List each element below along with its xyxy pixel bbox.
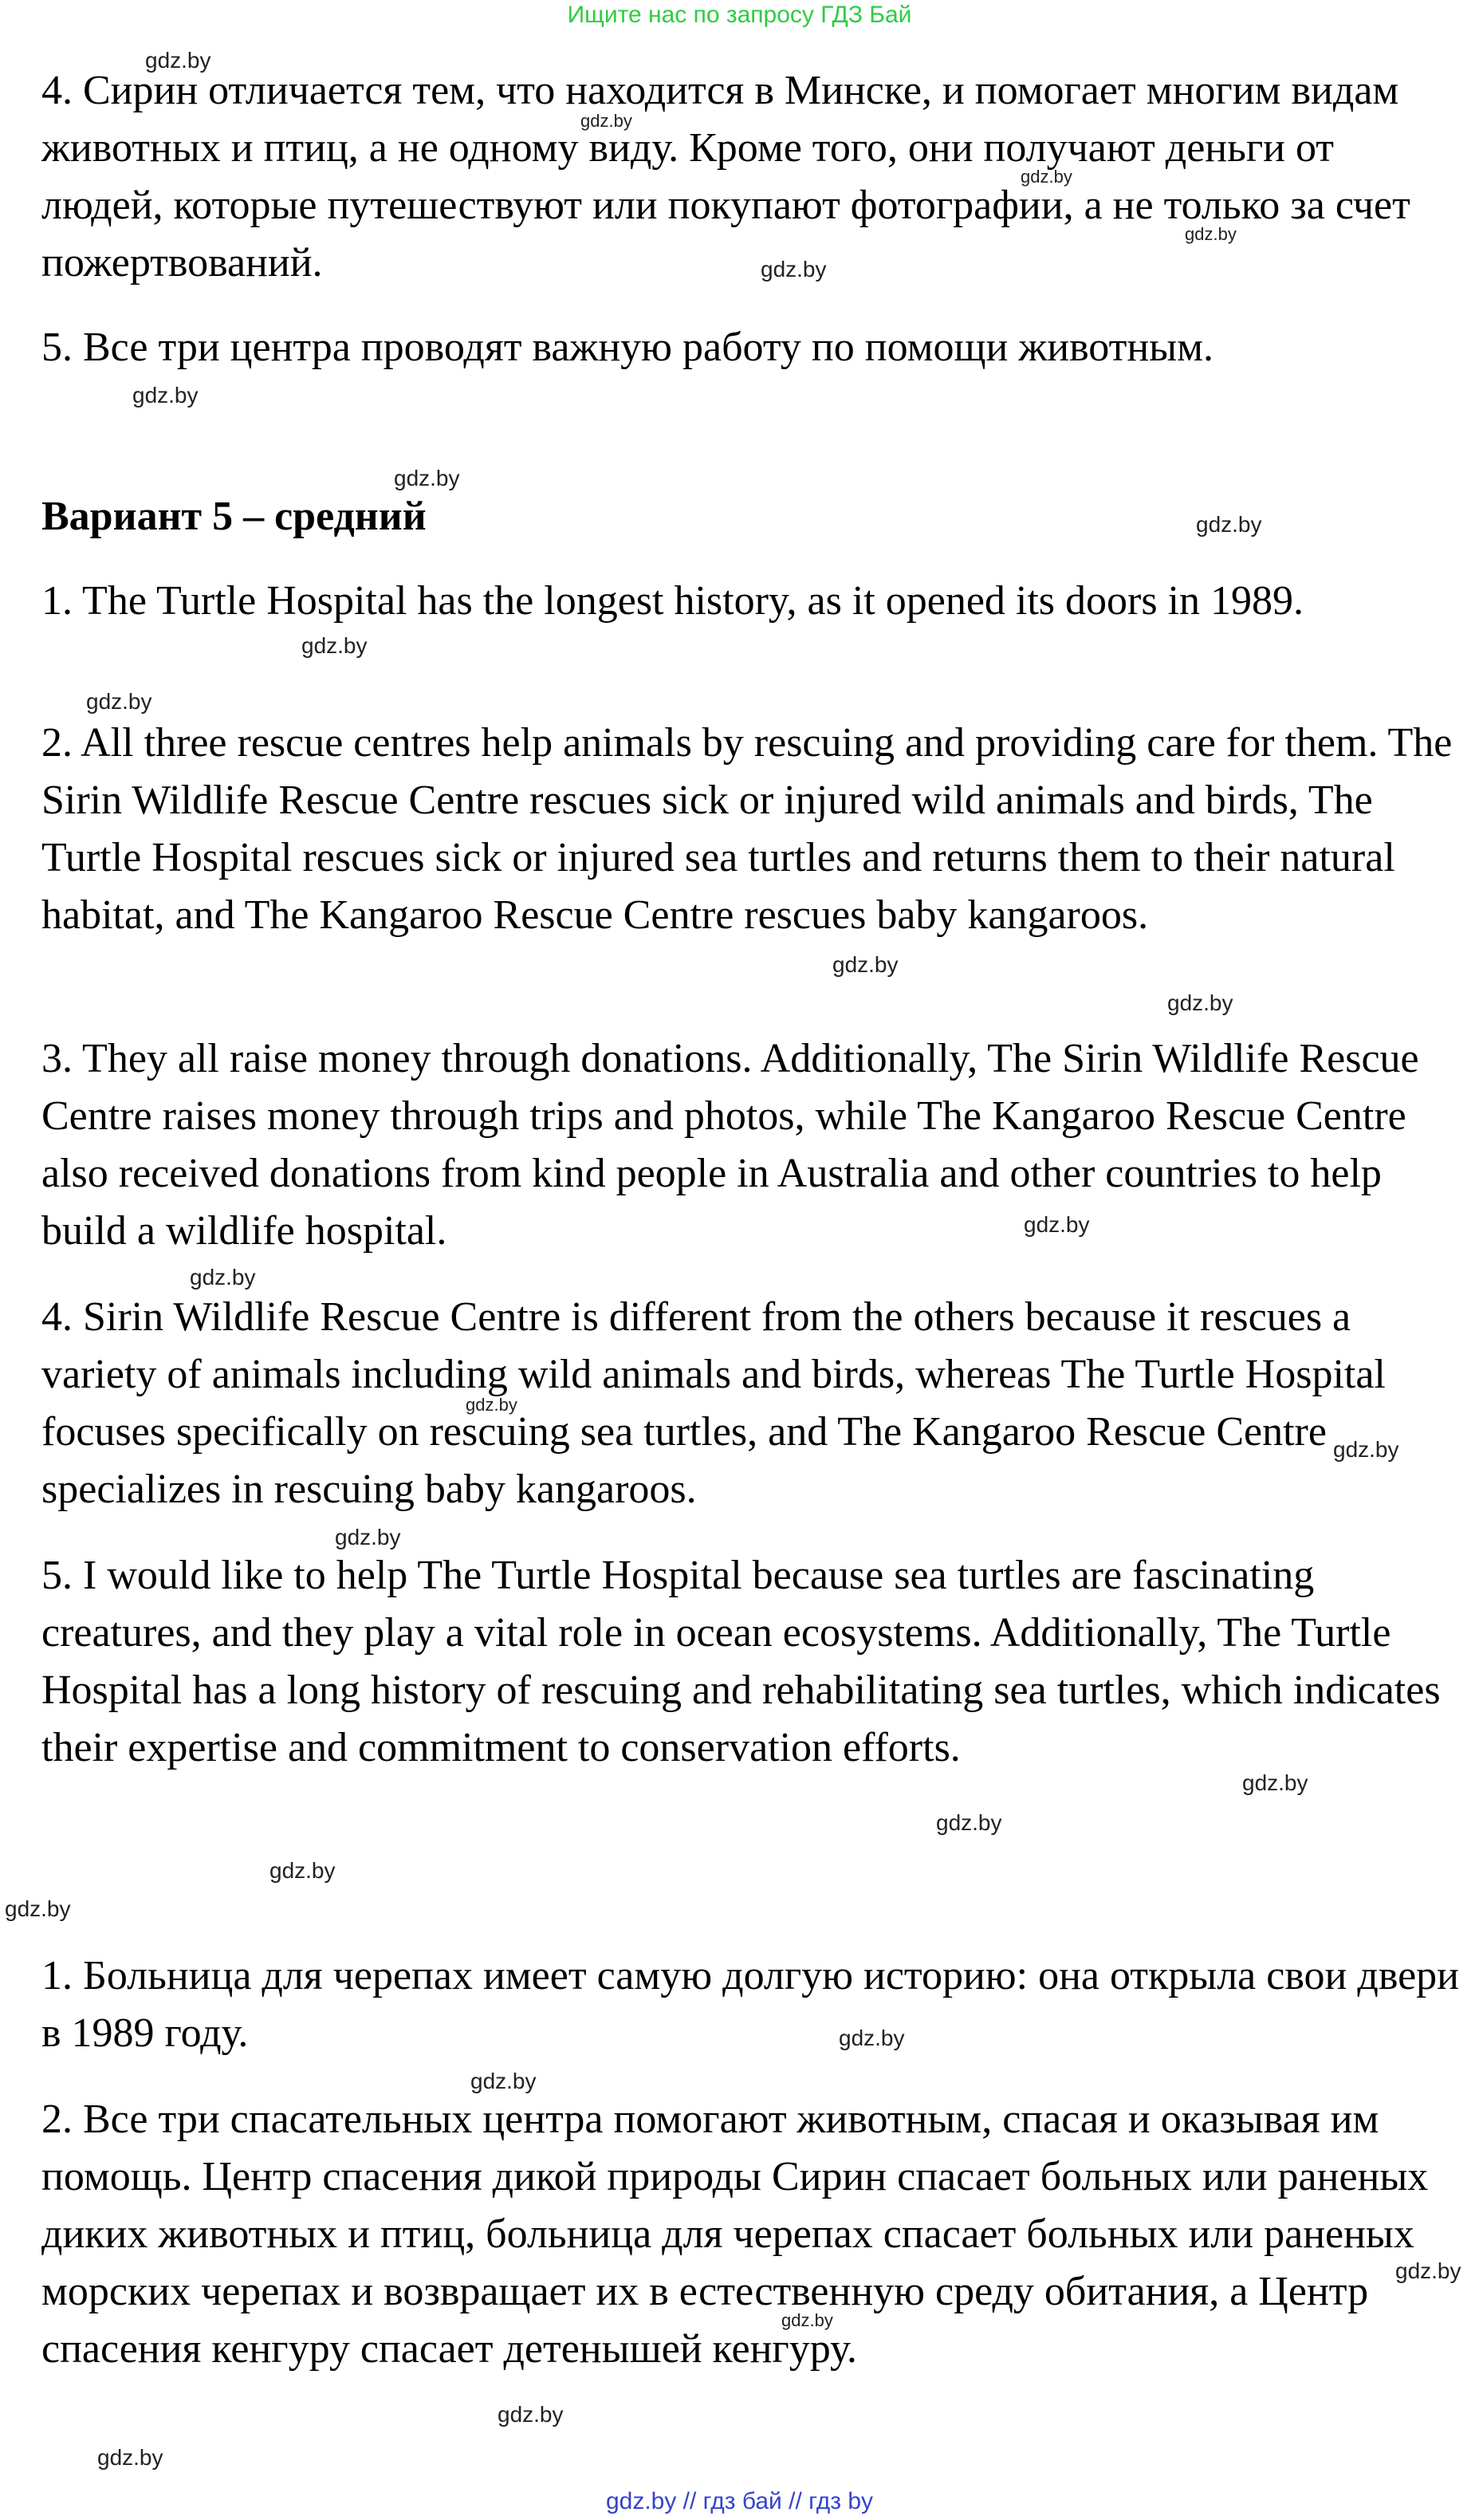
- top-banner[interactable]: Ищите нас по запросу ГДЗ Бай: [567, 2, 912, 28]
- watermark: gdz.by: [1242, 1770, 1308, 1795]
- ru-answer-2: 2. Все три спасательных центра помогают животным, спасая и оказывая им помощь. Центр спасения дикой природы Сирин спасает больных или раненых диких животных и птиц, больница для черепах спасает больных или раненых морских черепах и возвращает их в естественную среду обитания, а Центр спасения кенгуру спасает детенышей кенгуру.: [41, 2097, 1429, 2372]
- watermark: gdz.by: [97, 2445, 163, 2470]
- watermark: gdz.by: [335, 1525, 401, 1549]
- watermark: gdz.by: [132, 383, 199, 408]
- ru-answer-1: 1. Больница для черепах имеет самую долгую историю: она открыла свои двери в 1989 году.: [41, 1953, 1459, 2056]
- watermark: gdz.by: [394, 466, 460, 490]
- watermark: gdz.by: [832, 952, 899, 977]
- en-answer-5: 5. I would like to help The Turtle Hospital because sea turtles are fascinating creatures, and they play a vital role in ocean ecosystems. Additionally, The Turtle Hospital has a long history of rescuing and rehabilitating sea turtles, which indicates their expertise and commitment to conservation efforts.: [41, 1553, 1441, 1770]
- variant-title: Вариант 5 – средний: [41, 494, 427, 539]
- watermark: gdz.by: [761, 257, 827, 282]
- watermark: gdz.by: [498, 2402, 564, 2427]
- watermark: gdz.by: [145, 48, 211, 73]
- watermark: gdz.by: [1024, 1212, 1090, 1237]
- watermark: gdz.by: [86, 689, 152, 714]
- en-answer-2: 2. All three rescue centres help animals by rescuing and providing care for them. The Sirin Wildlife Rescue Centre rescues sick or injured wild animals and birds, The Turtle Hospital rescues sick or injured sea turtles and returns them to their natural habitat, and The Kangaroo Rescue Centre rescues baby kangaroos.: [41, 720, 1453, 938]
- watermark: gdz.by: [301, 633, 368, 658]
- prev-answer-4: 4. Сирин отличается тем, что находится в Минске, и помогает многим видам животных и птиц, а не одному виду. Кроме того, они получают деньги от людей, которые путешествуют или покупают фотографии, а не только за счет пожертвований.: [41, 68, 1410, 285]
- watermark: gdz.by: [1185, 224, 1237, 244]
- prev-answer-5: 5. Все три центра проводят важную работу по помощи животным.: [41, 325, 1214, 370]
- watermark: gdz.by: [936, 1810, 1002, 1835]
- watermark: gdz.by: [269, 1858, 336, 1883]
- watermark: gdz.by: [1167, 990, 1233, 1015]
- watermark: gdz.by: [470, 2069, 537, 2093]
- watermark: gdz.by: [1333, 1437, 1399, 1462]
- watermark: gdz.by: [1196, 512, 1262, 537]
- en-answer-4: 4. Sirin Wildlife Rescue Centre is different from the others because it rescues a variety of animals including wild animals and birds, whereas The Turtle Hospital focuses specifically on rescuing sea turtles, and The Kangaroo Rescue Centre specializes in rescuing baby kangaroos.: [41, 1294, 1386, 1512]
- watermark: gdz.by: [781, 2310, 833, 2330]
- en-answer-3: 3. They all raise money through donations. Additionally, The Sirin Wildlife Rescue Centre raises money through trips and photos, while The Kangaroo Rescue Centre also received donations from kind people in Australia and other countries to help build a wildlife hospital.: [41, 1036, 1419, 1254]
- watermark: gdz.by: [839, 2026, 905, 2050]
- watermark: gdz.by: [190, 1265, 256, 1290]
- footer-links[interactable]: gdz.by // гдз бай // гдз by: [605, 2488, 874, 2514]
- en-answer-1: 1. The Turtle Hospital has the longest history, as it opened its doors in 1989.: [41, 578, 1304, 624]
- watermark: gdz.by: [5, 1896, 71, 1921]
- watermark: gdz.by: [580, 111, 632, 131]
- watermark: gdz.by: [1395, 2258, 1461, 2283]
- watermark: gdz.by: [466, 1395, 517, 1415]
- watermark: gdz.by: [1021, 167, 1072, 187]
